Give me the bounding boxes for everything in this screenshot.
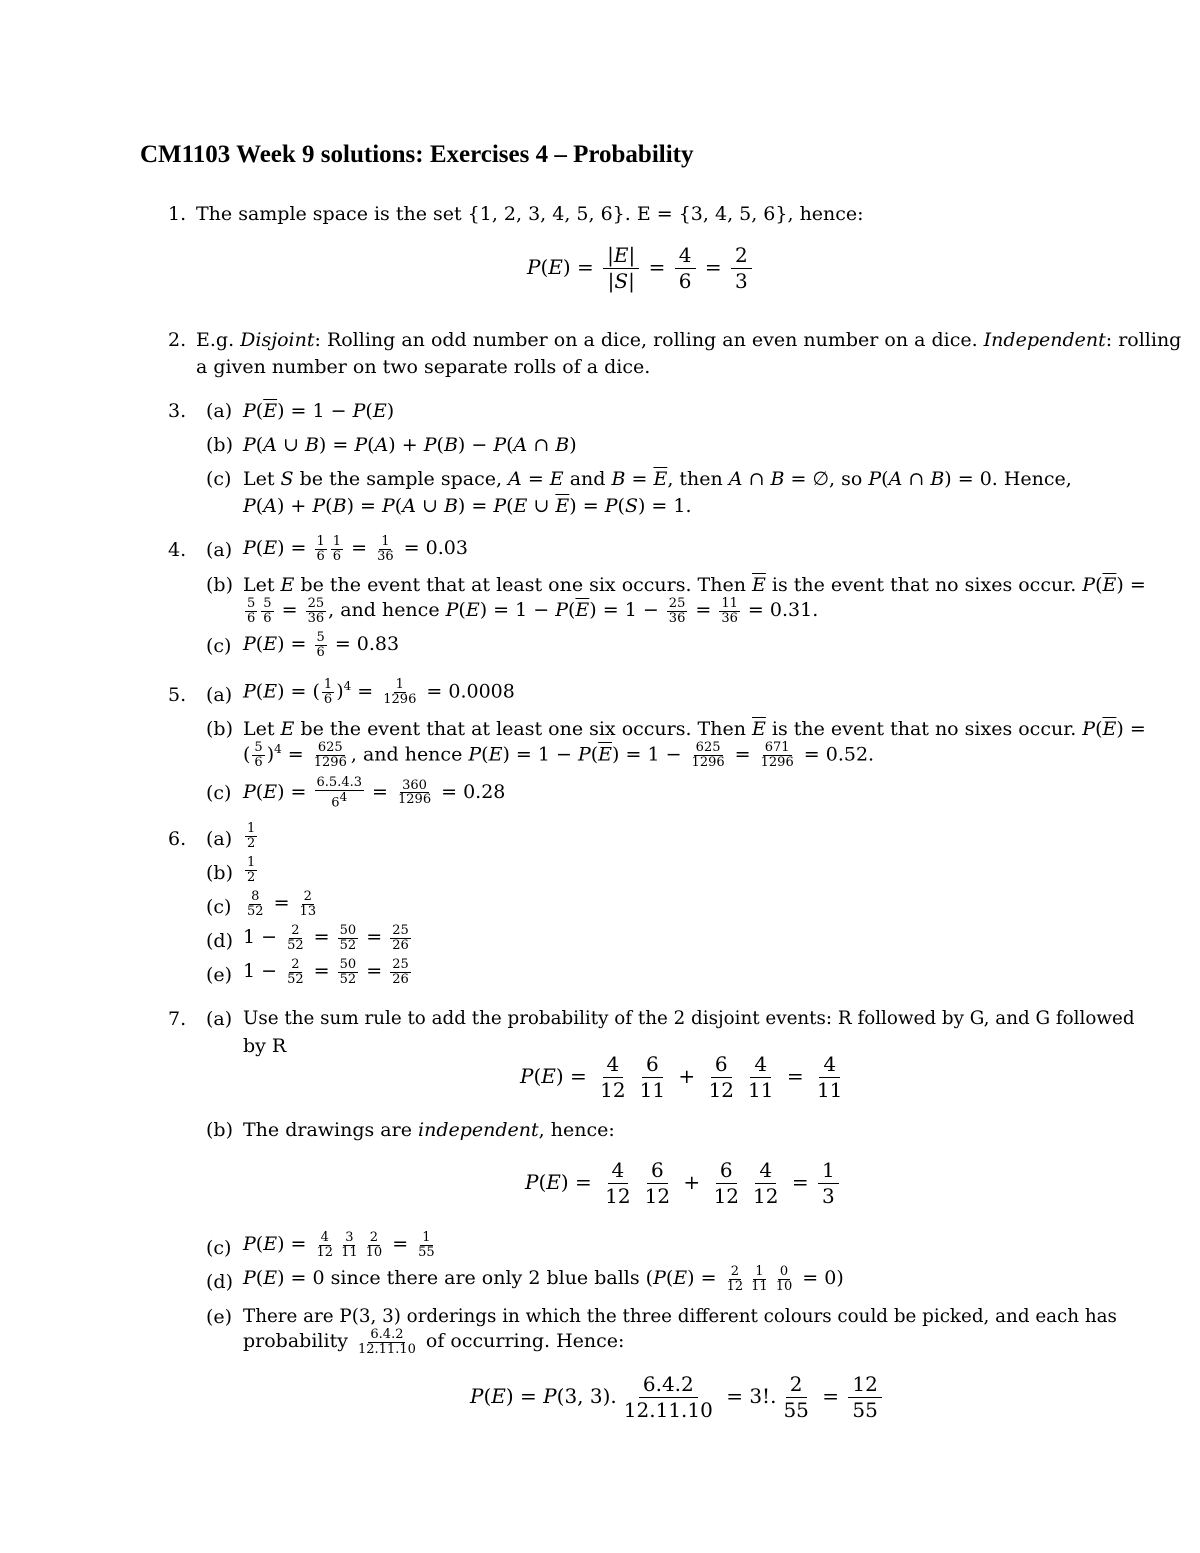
- part-label: (c): [206, 468, 232, 490]
- q4b-answer-line-1: Let E be the event that at least one six occurs. Then $\overline{E}$ is the event that no sixes occur. $P(\overline{E})$ =: [243, 574, 1146, 596]
- q7e-text-line-1: There are P(3, 3) orderings in which the three different colours could be picked, and each has: [243, 1306, 1117, 1327]
- q3a-answer: $P(\overline{E}) = 1 - P(E)$: [243, 400, 395, 422]
- q7d-answer: P(E) = 0 since there are only 2 blue balls (P(E) = $\frac{2}{12}$ $\frac{1}{11}$ $\frac{0}{10}$ = 0): [243, 1264, 844, 1294]
- q5b-answer-line-1: Let E be the event that at least one six occurs. Then $\overline{E}$ is the event that no sixes occur. $P(\overline{E})$ =: [243, 718, 1146, 740]
- equation-7b: P(E) = $\frac{4}{12}$ $\frac{6}{12}$ + $\frac{6}{12}$ $\frac{4}{12}$ = $\frac{1}{3}$: [525, 1158, 842, 1209]
- q7a-text-line-2: by R: [243, 1035, 287, 1057]
- part-label: (e): [206, 1306, 233, 1328]
- question-2-number: 2.: [168, 329, 187, 351]
- q7e-text-line-2: probability $\frac{6.4.2}{12.11.10}$ of occurring. Hence:: [243, 1327, 625, 1357]
- question-3-number: 3.: [168, 400, 187, 422]
- question-2-line-2: a given number on two separate rolls of a dice.: [196, 356, 651, 378]
- q6a-answer: $\frac{1}{2}$: [247, 821, 256, 851]
- part-label: (a): [206, 684, 233, 706]
- question-1-text: The sample space is the set {1, 2, 3, 4, 5, 6}. E = {3, 4, 5, 6}, hence:: [196, 203, 864, 225]
- question-2-line-1: E.g. Disjoint: Rolling an odd number on a dice, rolling an even number on a dice. Independent: rolling: [196, 329, 1182, 351]
- part-label: (c): [206, 635, 232, 657]
- q7c-answer: P(E) = $\frac{4}{12}$ $\frac{3}{11}$ $\frac{2}{10}$ = $\frac{1}{55}$: [243, 1230, 435, 1260]
- part-label: (c): [206, 1237, 232, 1259]
- equation-7e: P(E) = P(3, 3). $\frac{6.4.2}{12.11.10}$ = 3!. $\frac{2}{55}$ = $\frac{12}{55}$: [470, 1372, 885, 1423]
- q5a-answer: P(E) = ( $\frac{1}{6}$ )$^4$ = $\frac{1}{1296}$ = 0.0008: [243, 677, 515, 707]
- part-label: (b): [206, 1119, 233, 1141]
- part-label: (b): [206, 718, 233, 740]
- q5c-answer: P(E) = $\frac{6.5.4.3}{6^4}$ = $\frac{360}{1296}$ = 0.28: [243, 775, 506, 810]
- part-label: (d): [206, 930, 233, 952]
- page-title: CM1103 Week 9 solutions: Exercises 4 – Probability: [140, 141, 694, 168]
- q5b-answer-line-2: ( $\frac{5}{6}$ )$^4$ = $\frac{625}{1296}$ , and hence $P(E) = 1 - P(\overline{E}) = 1$ − $\frac{625}{1296}$ = $\frac{671}{1296}$ = 0.52.: [243, 740, 875, 770]
- part-label: (e): [206, 964, 233, 986]
- part-label: (a): [206, 828, 233, 850]
- part-label: (c): [206, 896, 232, 918]
- q4b-answer-line-2: $\frac{5}{6}$ $\frac{5}{6}$ = $\frac{25}{36}$ , and hence $P(E) = 1 - P(\overline{E}) = 1$ − $\frac{25}{36}$ = $\frac{11}{36}$ = 0.31.: [247, 596, 819, 626]
- q6b-answer: $\frac{1}{2}$: [247, 855, 256, 885]
- part-label: (c): [206, 782, 232, 804]
- q6c-answer: $\frac{8}{52}$ = $\frac{2}{13}$: [247, 889, 317, 919]
- q3c-answer-line-1: Let S be the sample space, A = E and $B = \overline{E}$, then A ∩ B = ∅, so P(A ∩ B) = 0. Hence,: [243, 468, 1072, 490]
- q3b-answer: P(A ∪ B) = P(A) + P(B) − P(A ∩ B): [243, 434, 577, 456]
- part-label: (b): [206, 434, 233, 456]
- question-5-number: 5.: [168, 684, 187, 706]
- question-7-number: 7.: [168, 1008, 187, 1030]
- question-4-number: 4.: [168, 539, 187, 561]
- equation-1: P(E) = $\frac{|E|}{|S|}$ = $\frac{4}{6}$ = $\frac{2}{3}$: [527, 243, 755, 294]
- q4c-answer: P(E) = $\frac{5}{6}$ = 0.83: [243, 630, 400, 660]
- q6d-answer: 1 − $\frac{2}{52}$ = $\frac{50}{52}$ = $\frac{25}{26}$: [243, 923, 409, 953]
- part-label: (a): [206, 400, 233, 422]
- q3c-answer-line-2: P(A) + P(B) = P(A ∪ B) = P(E ∪ $\overline{E}) = P(S) = 1$.: [243, 495, 692, 517]
- q7a-text-line-1: Use the sum rule to add the probability of the 2 disjoint events: R followed by G, and G followed: [243, 1008, 1135, 1029]
- q6e-answer: 1 − $\frac{2}{52}$ = $\frac{50}{52}$ = $\frac{25}{26}$: [243, 957, 409, 987]
- question-1-number: 1.: [168, 203, 187, 225]
- question-6-number: 6.: [168, 828, 187, 850]
- part-label: (d): [206, 1271, 233, 1293]
- q7b-text: The drawings are independent, hence:: [243, 1119, 615, 1141]
- part-label: (b): [206, 862, 233, 884]
- part-label: (b): [206, 574, 233, 596]
- part-label: (a): [206, 1008, 233, 1030]
- q4a-answer: P(E) = $\frac{1}{6}$ $\frac{1}{6}$ = $\frac{1}{36}$ = 0.03: [243, 534, 468, 564]
- equation-7a: P(E) = $\frac{4}{12}$ $\frac{6}{11}$ + $\frac{6}{12}$ $\frac{4}{11}$ = $\frac{4}{11}$: [520, 1052, 843, 1102]
- part-label: (a): [206, 539, 233, 561]
